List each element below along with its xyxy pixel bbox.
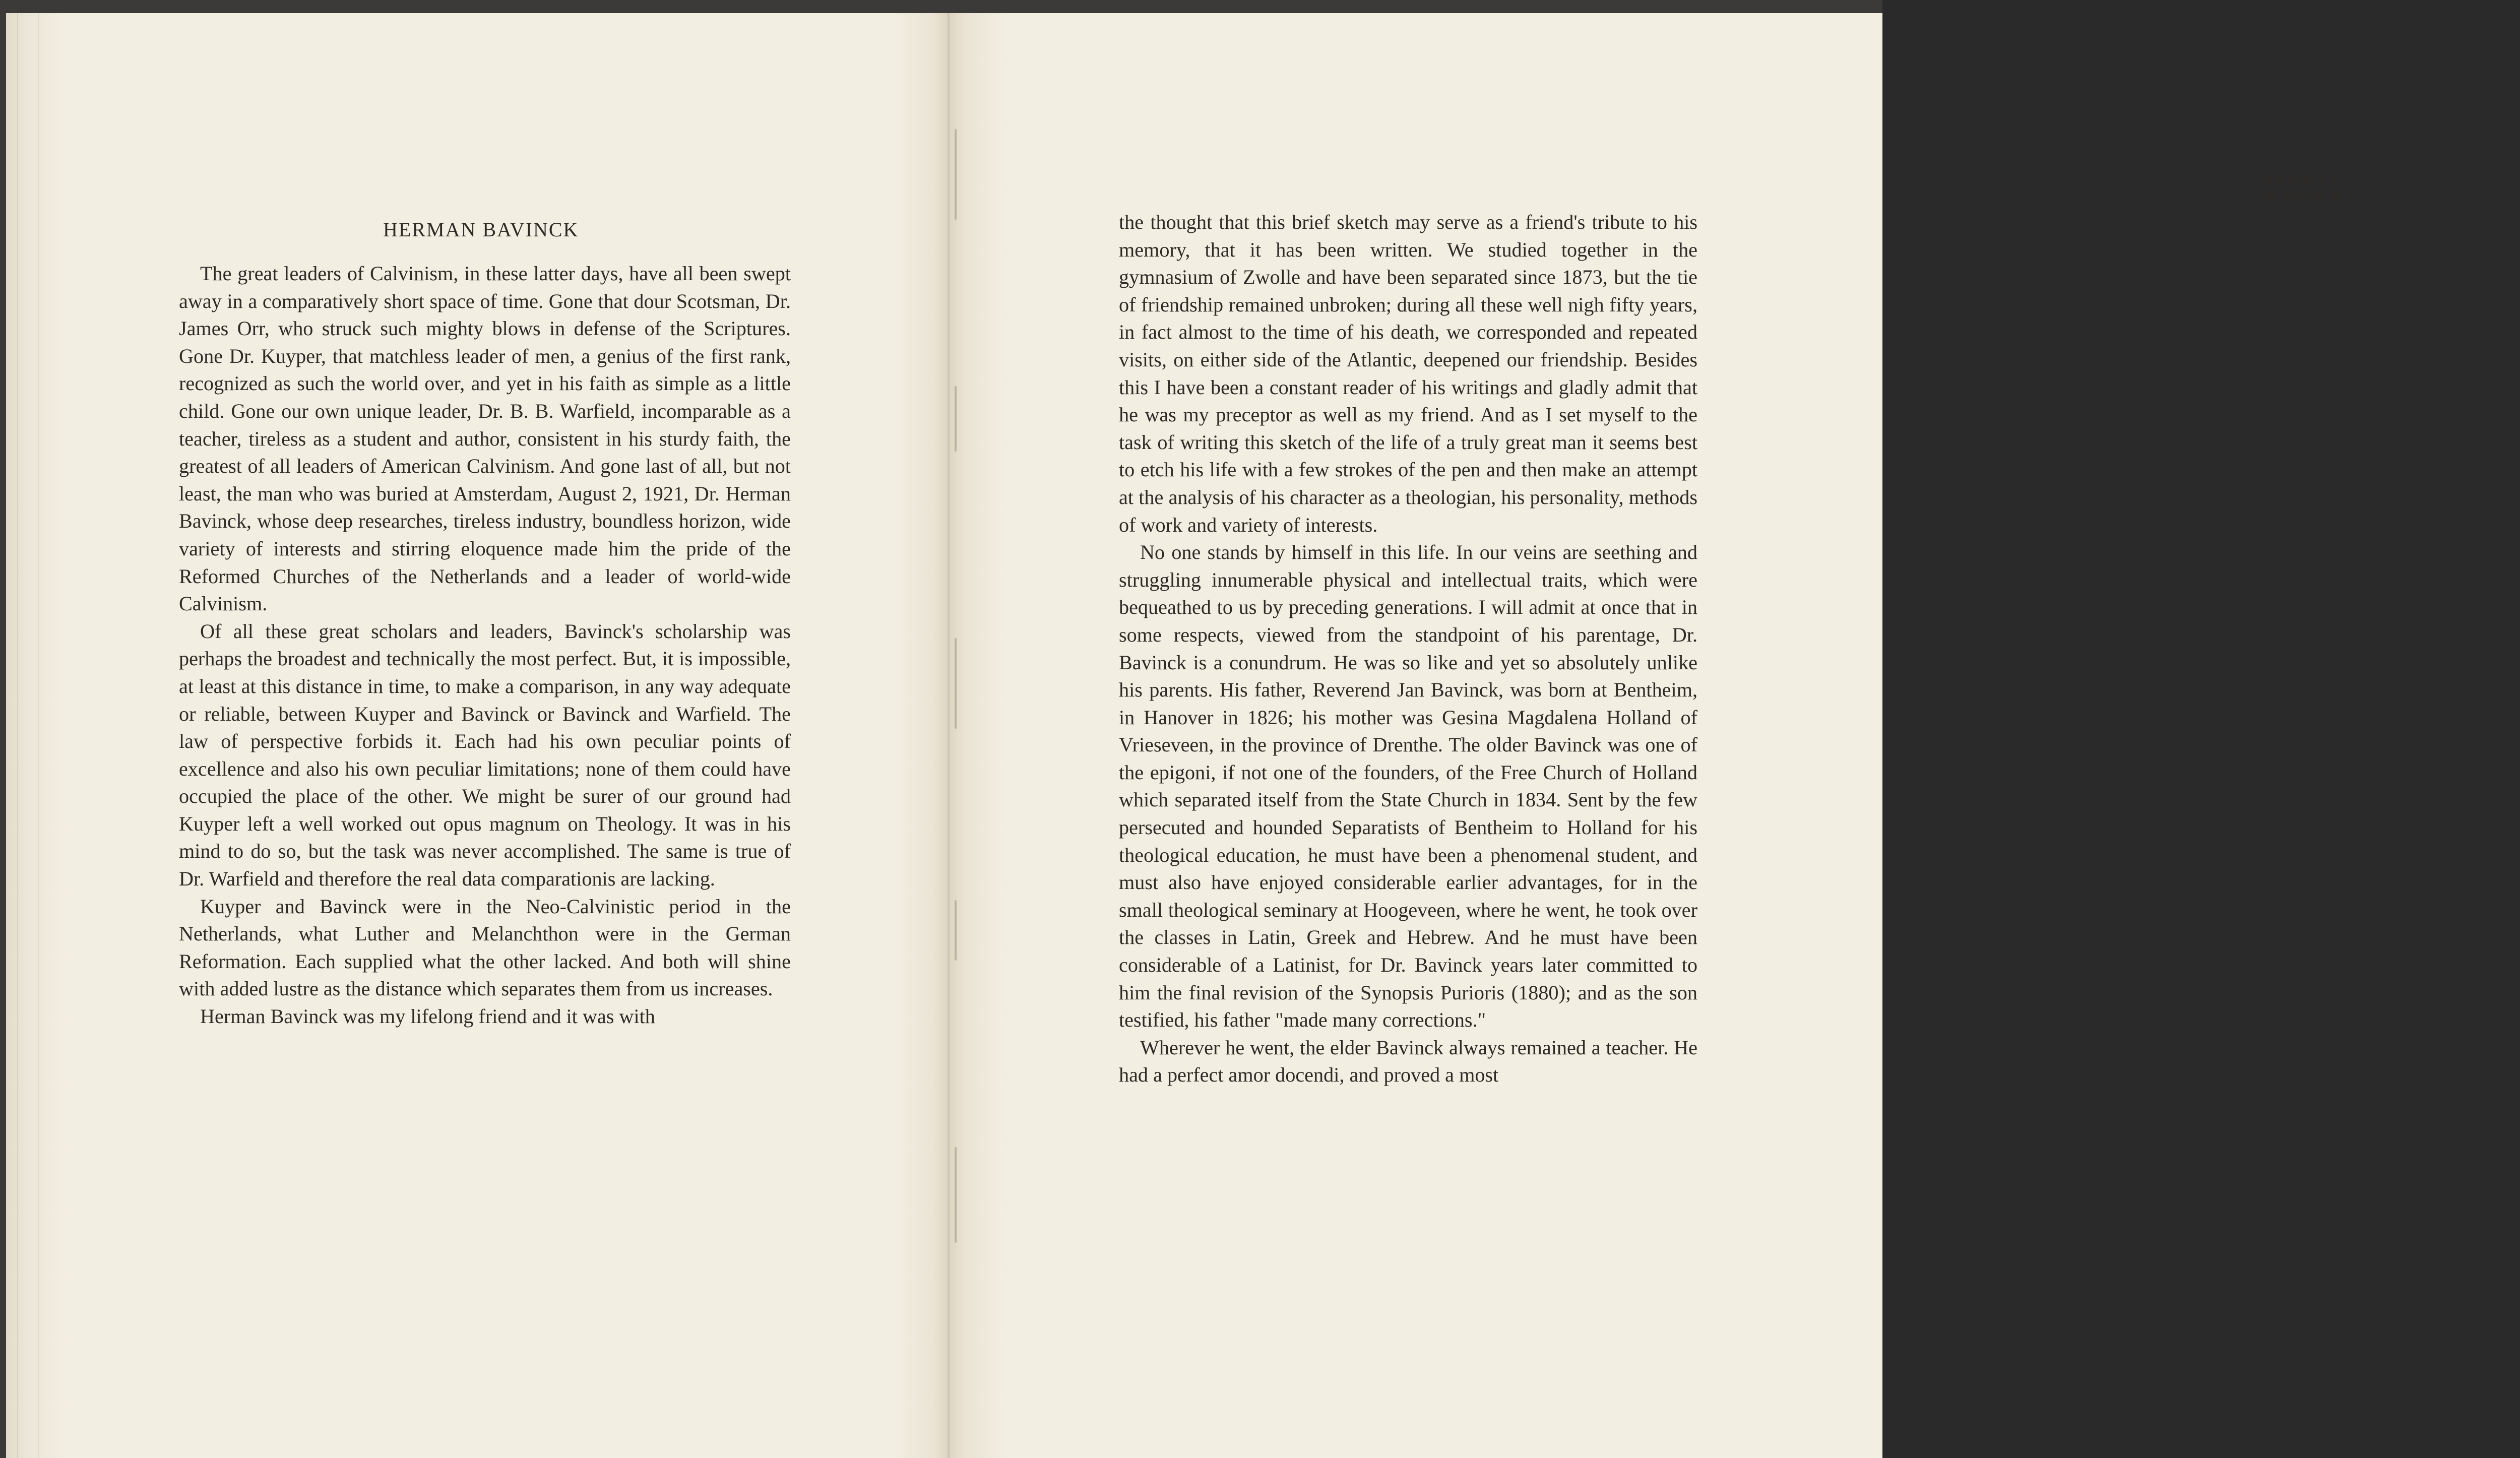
paragraph: No one stands by himself in this life. In our veins are seething and struggling innumerable physical and intellectual traits, which were bequeathed to us by preceding generations. I will admit at once that in some respects, viewed from the standpoint of his parentage, Dr. Bavinck is a conundrum. He was so like and yet so absolutely unlike his parents. His father, Reverend Jan Bavinck, was born at Bentheim, in Hanover in 1826; his mother was Gesina Magdalena Holland of Vrieseveen, in the province of Drenthe. The older Bavinck was one of the epigoni, if not one of the founders, of the Free Church of Holland which separated itself from the State Church in 1834. Sent by the few persecuted and hounded Separatists of Bentheim to Holland for his theological education, he must have been a phenomenal student, and must also have enjoyed considerable earlier advantages, for in the small theological seminary at Hoogeveen, where he went, he took over the classes in Latin, Greek and Hebrew. And he must have been considerable of a Latinist, for Dr. Bavinck years later committed to him the final revision of the Synopsis Purioris (1880); and as the son testified, his father "made many corrections." [1119,541,1697,1032]
binding-stitch [955,129,957,220]
paragraph: Herman Bavinck was my lifelong friend and it was with [200,1005,655,1028]
right-text-column [1119,209,1697,1089]
left-page [6,13,949,1458]
page-edge-stack [17,13,39,1458]
binding-stitch [955,1147,957,1243]
article-title: HERMAN BAVINCK [383,218,579,241]
paragraph: The great leaders of Calvinism, in these latter days, have all been swept away in a comparatively short space of time. Gone that dour Scotsman, Dr. James Orr, who struck such mighty blows in defense of the Scriptures. Gone Dr. Kuyper, that matchless leader of men, a genius of the first rank, recognized as such the world over, and yet in his faith as simple as a little child. Gone our own unique leader, Dr. B. B. Warfield, incomparable as a teacher, tireless as a student and author, consistent in his sturdy faith, the greatest of all leaders of American Calvinism. And gone last of all, but not least, the man who was buried at Amsterdam, August 2, 1921, Dr. Herman Bavinck, whose deep researches, tireless industry, boundless horizon, wide variety of interests and stirring eloquence made him the pride of the Reformed Churches of the Netherlands and a leader of world-wide Calvinism. [179,262,791,615]
binding-stitch [955,386,957,452]
open-book [6,13,2345,1458]
binding-stitch [955,638,957,729]
paragraph: the thought that this brief sketch may serve as a friend's tribute to his memory, that it has been written. We studied together in the gymnasium of Zwolle and have been separated since 1873, but the tie of friendship remained unbroken; during all these well nigh fifty years, in fact almost to the time of his death, we corresponded and repeated visits, on either side of the Atlantic, deepened our friendship. Besides this I have been a constant reader of his writings and gladly admit that he was my preceptor as well as my friend. And as I set myself to the task of writing this sketch of the life of a truly great man it seems best to etch his life with a few strokes of the pen and then make an attempt at the analysis of his character as a theologian, his personality, methods of work and variety of interests. [1119,211,1697,536]
binding-stitch [955,900,957,961]
show-through-text [183,172,512,188]
book-gutter [948,13,950,1458]
right-page [949,13,2345,1458]
running-head: HERMAN BAVINCK [2265,172,2345,205]
paragraph: Kuyper and Bavinck were in the Neo-Calvinistic period in the Netherlands, what Luther and Melanchthon were in the German Reformation. Each supplied what the other lacked. And both will shine with added lustre as the distance which separates them from us increases. [179,895,791,1000]
paragraph: Wherever he went, the elder Bavinck always remained a teacher. He had a perfect amor docendi, and proved a most [1119,1036,1697,1087]
paragraph: Of all these great scholars and leaders, Bavinck's scholarship was perhaps the broadest and technically the most perfect. But, it is impossible, at least at this distance in time, to make a comparison, in any way adequate or reliable, between Kuyper and Bavinck or Bavinck and Warfield. The law of perspective forbids it. Each had his own peculiar points of excellence and also his own peculiar limitations; none of them could have occupied the place of the other. We might be surer of our ground had Kuyper left a well worked out opus magnum on Theology. It was in his mind to do so, but the task was never accomplished. The same is true of Dr. Warfield and therefore the real data comparationis are lacking. [179,619,791,891]
left-text-column [179,260,791,1031]
